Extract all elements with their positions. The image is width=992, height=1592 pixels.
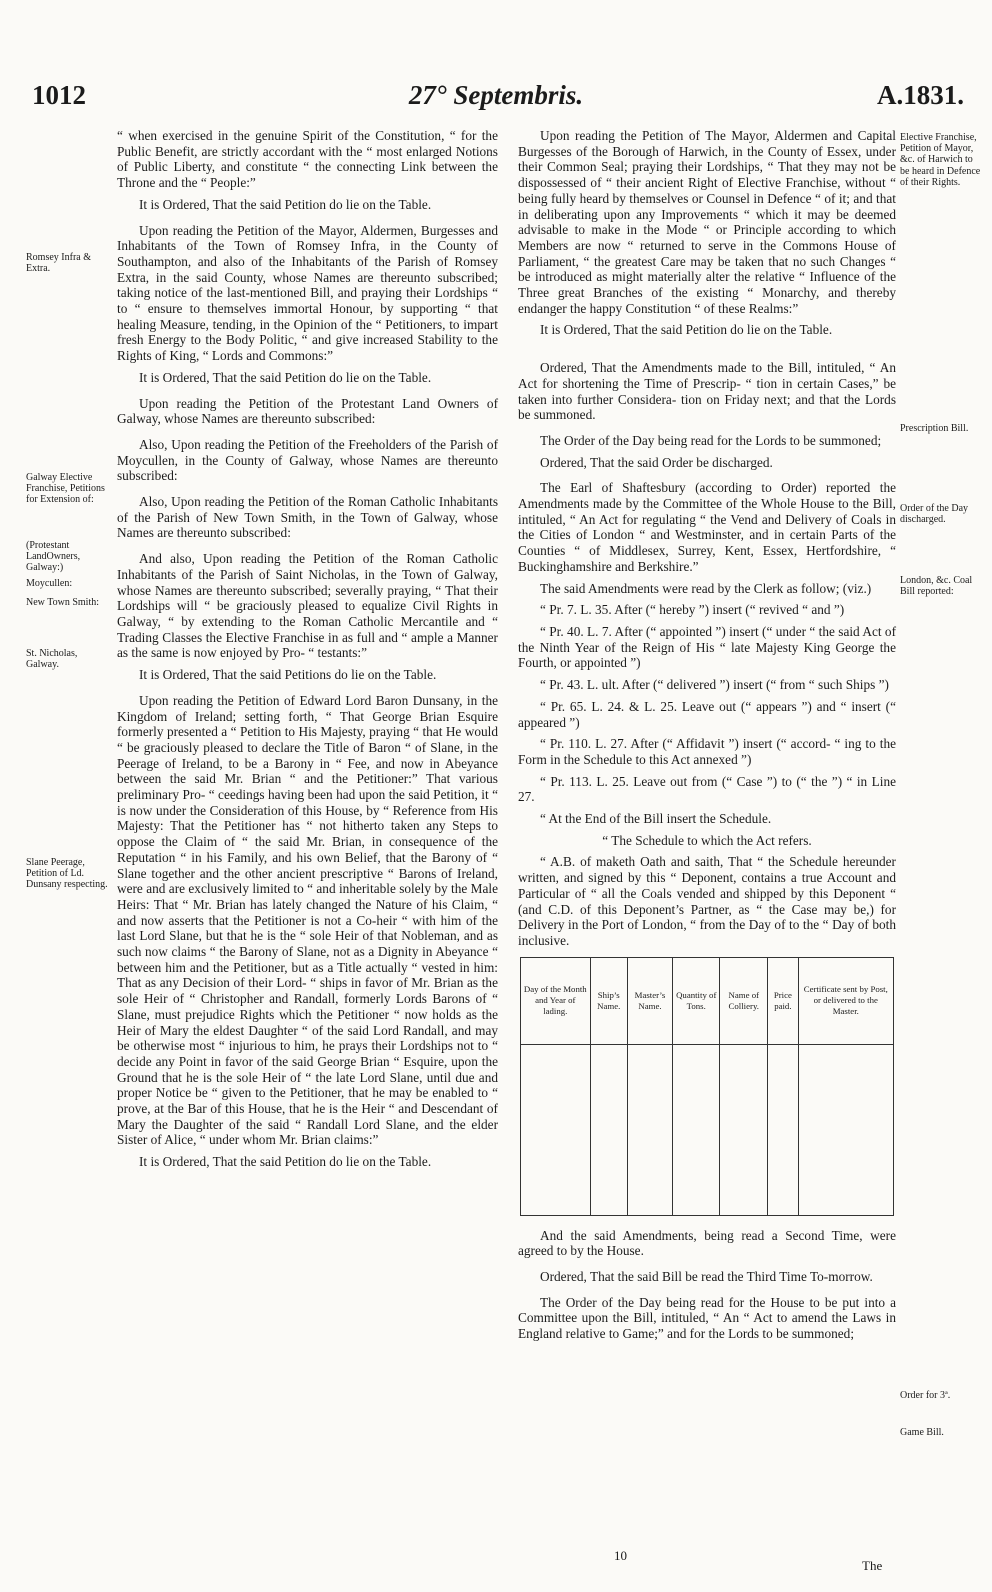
margin-note: Elective Franchise, Petition of Mayor, &c. of Harwich to be heard in Defence of their Rights.: [900, 132, 981, 188]
margin-note: London, &c. Coal Bill reported:: [900, 575, 973, 598]
paragraph: Upon reading the Petition of Edward Lord Baron Dunsany, in the Kingdom of Ireland; setting forth, “ That George Brian Esquire formerly presented a “ Petition to His Majesty, praying “ that He would “ be graciously pleased to declare the Title of Baron “ of Slane, in the Peerage of Ireland, to be a Barony in “ Fee, and now in Abeyance between the said Mr. Brian “ and the Petitioner:” That various preliminary Pro- “ ceedings having been had upon the said Petition, it “ is now under the Consideration of this House, by “ Reference from His Majesty: That the Petitioner has “ not hitherto taken any Steps to oppose the Claim of “ the said Mr. Brian, in consequence of the Reputation “ in his Family, and his own Belief, that the Barony of “ Slane together and the other ancient prescriptive “ Barons of Ireland, were and are exclusively limited to “ and inheritable solely by the Male Heirs: That “ Mr. Brian has lately changed the Nature of his Claim, “ and now asserts that the Petitioner is not a Co-heir “ with him of the last Lord Slane, but that he is the “ sole Heir of that Nobleman, and as such now claims “ the Barony of Slane, not as a Dignity in Abeyance “ between him and the Petitioner, but as a Title actually “ vested in him: That as any Decision of their Lord- “ ships in favor of Mr. Brian as the sole Heir of “ Christopher and Randall, formerly Lords Barons of “ Slane, must prejudice Rights which the Petitioner “ now holds as the Heir of Mary the eldest Daughter “ of the said Lord Randall, and may be otherwise most “ injurious to him, he prays their Lordships not to “ decide any Point in favor of the said George Brian “ Esquire, upon the Ground that he is the sole Heir of “ the late Lord Slane, until due and proper Notice be “ given to the Petitioner, that he may be enabled to “ prove, at the Bar of this House, that he is the Heir “ and Descendant of Mary the Daughter of the said “ Randall Lord Slane, and the elder Sister of Alice, “ under whom Mr. Brian claims:”: [117, 692, 498, 1148]
table-cell: [798, 1044, 893, 1215]
page-number: 1012: [32, 80, 86, 110]
paragraph: It is Ordered, That the said Petition do lie on the Table.: [540, 322, 833, 338]
signature-mark: 10: [614, 1548, 627, 1563]
table-cell: [720, 1044, 768, 1215]
margin-note: Romsey Infra & Extra.: [26, 252, 91, 275]
schedule-col-header: Name of Colliery.: [720, 957, 768, 1044]
paragraph: It is Ordered, That the said Petition do lie on the Table.: [139, 196, 432, 212]
margin-note: St. Nicholas, Galway.: [26, 648, 78, 671]
paragraph: Ordered, That the said Bill be read the Third Time To-morrow.: [540, 1269, 873, 1285]
paragraph: Upon reading the Petition of The Mayor, Aldermen and Capital Burgesses of the Borough of Harwich, in the County of Essex, under their Common Seal; praying their Lordships, “ That they may not be dispossessed of “ their ancient Right of Elective Franchise, without “ being fully heard by themselves or Counsel in Defence “ of it; and that in deliberating upon any Improvements “ which it may be deemed advisable to make in the Mode “ or Principle according to which Members are now “ returned to serve in the Commons House of Parliament, “ the greatest Care may be taken that no such Changes “ be introduced as might materially alter the relative “ Influence of the Three great Branches of the existing “ Monarchy, and thereby endanger the happy Constitution “ of these Realms:”: [518, 128, 896, 316]
paragraph: The Order of the Day being read for the House to be put into a Committee upon the Bill, intituled, “ An “ Act to amend the Laws in England relative to Game;” and for the Lords to be summoned;: [518, 1294, 896, 1342]
table-cell: [521, 1044, 591, 1215]
paragraph: Ordered, That the Amendments made to the Bill, intituled, “ An Act for shortening the Time of Prescrip- “ tion in certain Cases,” be taken into further Considera- tion on Friday next; and that the Lords be summoned.: [518, 360, 896, 423]
catchword: The: [862, 1558, 883, 1573]
table-cell: [673, 1044, 720, 1215]
paragraph: Also, Upon reading the Petition of the Roman Catholic Inhabitants of the Parish of New Town Smith, in the Town of Galway, whose Names are thereunto subscribed:: [117, 494, 498, 541]
paragraph: “ when exercised in the genuine Spirit of the Constitution, “ for the Public Benefit, are strictly accordant with the “ most enlarged Notions of Public Liberty, and constitute “ the connecting Link between the Throne and the “ People:”: [117, 128, 498, 191]
margin-note: Order for 3ª.: [900, 1390, 951, 1401]
page-header: [0, 80, 992, 120]
schedule-heading: “ The Schedule to which the Act refers.: [602, 832, 812, 848]
margin-note: Moycullen:: [26, 578, 73, 589]
amendment: “ Pr. 110. L. 27. After (“ Affidavit ”) insert (“ accord- “ ing to the Form in the Schedule to this Act annexed ”): [518, 736, 896, 767]
oath-text: “ A.B. of maketh Oath and saith, That “ the Schedule hereunder written, and signed by this “ Deponent, contains a true Account and Particular of “ all the Coals vended and shipped by this Deponent “ (and C.D. of this Deponent’s Partner, as “ the Case may be,) for Delivery in the Port of London, “ from the Day of to the “ Day of both inclusive.: [518, 854, 896, 948]
paragraph: Also, Upon reading the Petition of the Freeholders of the Parish of Moycullen, in the County of Galway, whose Names are thereunto subscribed:: [117, 436, 498, 484]
paragraph: Ordered, That the said Order be discharged.: [540, 454, 773, 470]
schedule-col-header: Price paid.: [768, 957, 798, 1044]
amendment: “ Pr. 7. L. 35. After (“ hereby ”) insert (“ revived “ and ”): [540, 602, 845, 618]
margin-note: Order of the Day discharged.: [900, 503, 969, 526]
table-cell: [627, 1044, 672, 1215]
paragraph: The Order of the Day being read for the Lords to be summoned;: [540, 432, 882, 448]
page-year: A.1831.: [877, 80, 964, 110]
schedule-col-header: Certificate sent by Post, or delivered to the Master.: [798, 957, 893, 1044]
schedule-table: [520, 957, 894, 1216]
paragraph: Upon reading the Petition of the Mayor, Aldermen, Burgesses and Inhabitants of the Town of Romsey Infra, in the County of Southampton, and also of the Inhabitants of the Parish of Romsey Extra, in the said County, whose Names are thereunto subscribed; taking notice of the last-mentioned Bill, and praying their Lordships “ to “ ensure to themselves immortal Honour, by supporting “ that healing Measure, tending, in the Opinion of the “ Petitioners, to impart fresh Energy to the Body Politic, “ and give increased Stability to the Rights of King, “ Lords and Commons:”: [117, 222, 498, 364]
paragraph: It is Ordered, That the said Petition do lie on the Table.: [139, 369, 432, 385]
margin-note: Prescription Bill.: [900, 423, 969, 434]
amendment: “ Pr. 65. L. 24. & L. 25. Leave out (“ appears ”) and “ insert (“ appeared ”): [518, 698, 896, 730]
table-row: [521, 1044, 894, 1215]
paragraph: It is Ordered, That the said Petitions do lie on the Table.: [139, 667, 437, 683]
amendment: “ Pr. 43. L. ult. After (“ delivered ”) insert (“ from “ such Ships ”): [540, 677, 889, 693]
schedule-col-header: Quantity of Tons.: [673, 957, 720, 1044]
page-title: 27° Septembris.: [408, 80, 584, 110]
margin-note: (Protestant LandOwners, Galway:): [26, 540, 81, 574]
paragraph: And the said Amendments, being read a Second Time, were agreed to by the House.: [518, 1227, 896, 1259]
schedule-col-header: Master’s Name.: [627, 957, 672, 1044]
table-cell: [590, 1044, 627, 1215]
paragraph: The said Amendments were read by the Clerk as follow; (viz.): [540, 580, 872, 596]
margin-note: Slane Peerage, Petition of Ld. Dunsany respecting.: [26, 857, 108, 891]
amendment: “ Pr. 40. L. 7. After (“ appointed ”) insert (“ under “ the said Act of the Ninth Year of the Reign of His “ late Majesty King George the Fourth, or appointed ”): [518, 623, 896, 671]
paragraph: It is Ordered, That the said Petition do lie on the Table.: [139, 1154, 432, 1170]
schedule-col-header: Day of the Month and Year of lading.: [521, 957, 591, 1044]
margin-note: Galway Elective Franchise, Petitions for Extension of:: [26, 472, 105, 506]
paragraph: And also, Upon reading the Petition of the Roman Catholic Inhabitants of the Parish of Saint Nicholas, in the Town of Galway, whose Names are thereunto subscribed; severally praying, “ That their Lordships will “ be graciously pleased to equalize Civil Rights in Galway, “ by extending to the Roman Catholic Mercantile and “ Trading Classes the Elective Franchise in as full and “ ample a Manner as the same is now enjoyed by Pro- “ testants:”: [117, 551, 498, 661]
amendment: “ At the End of the Bill insert the Schedule.: [540, 811, 772, 827]
margin-note: Game Bill.: [900, 1427, 944, 1438]
table-cell: [768, 1044, 798, 1215]
amendment: “ Pr. 113. L. 25. Leave out from (“ Case ”) to (“ the ”) “ in Line 27.: [518, 773, 896, 805]
margin-note: New Town Smith:: [26, 597, 100, 608]
schedule-col-header: Ship’s Name.: [590, 957, 627, 1044]
left-column: [117, 128, 498, 1176]
paragraph: The Earl of Shaftesbury (according to Order) reported the Amendments made by the Committee of the Whole House to the Bill, intituled, “ An Act for regulating “ the Vend and Delivery of Coals in the Cities of London “ and Westminster, and in certain Parts of the Counties “ of Middlesex, Surrey, Kent, Essex, Hertfordshire, “ Buckinghamshire and Berkshire.”: [518, 480, 896, 574]
right-column: [518, 128, 896, 1348]
paragraph: Upon reading the Petition of the Protestant Land Owners of Galway, whose Names are thereunto subscribed:: [117, 395, 498, 427]
